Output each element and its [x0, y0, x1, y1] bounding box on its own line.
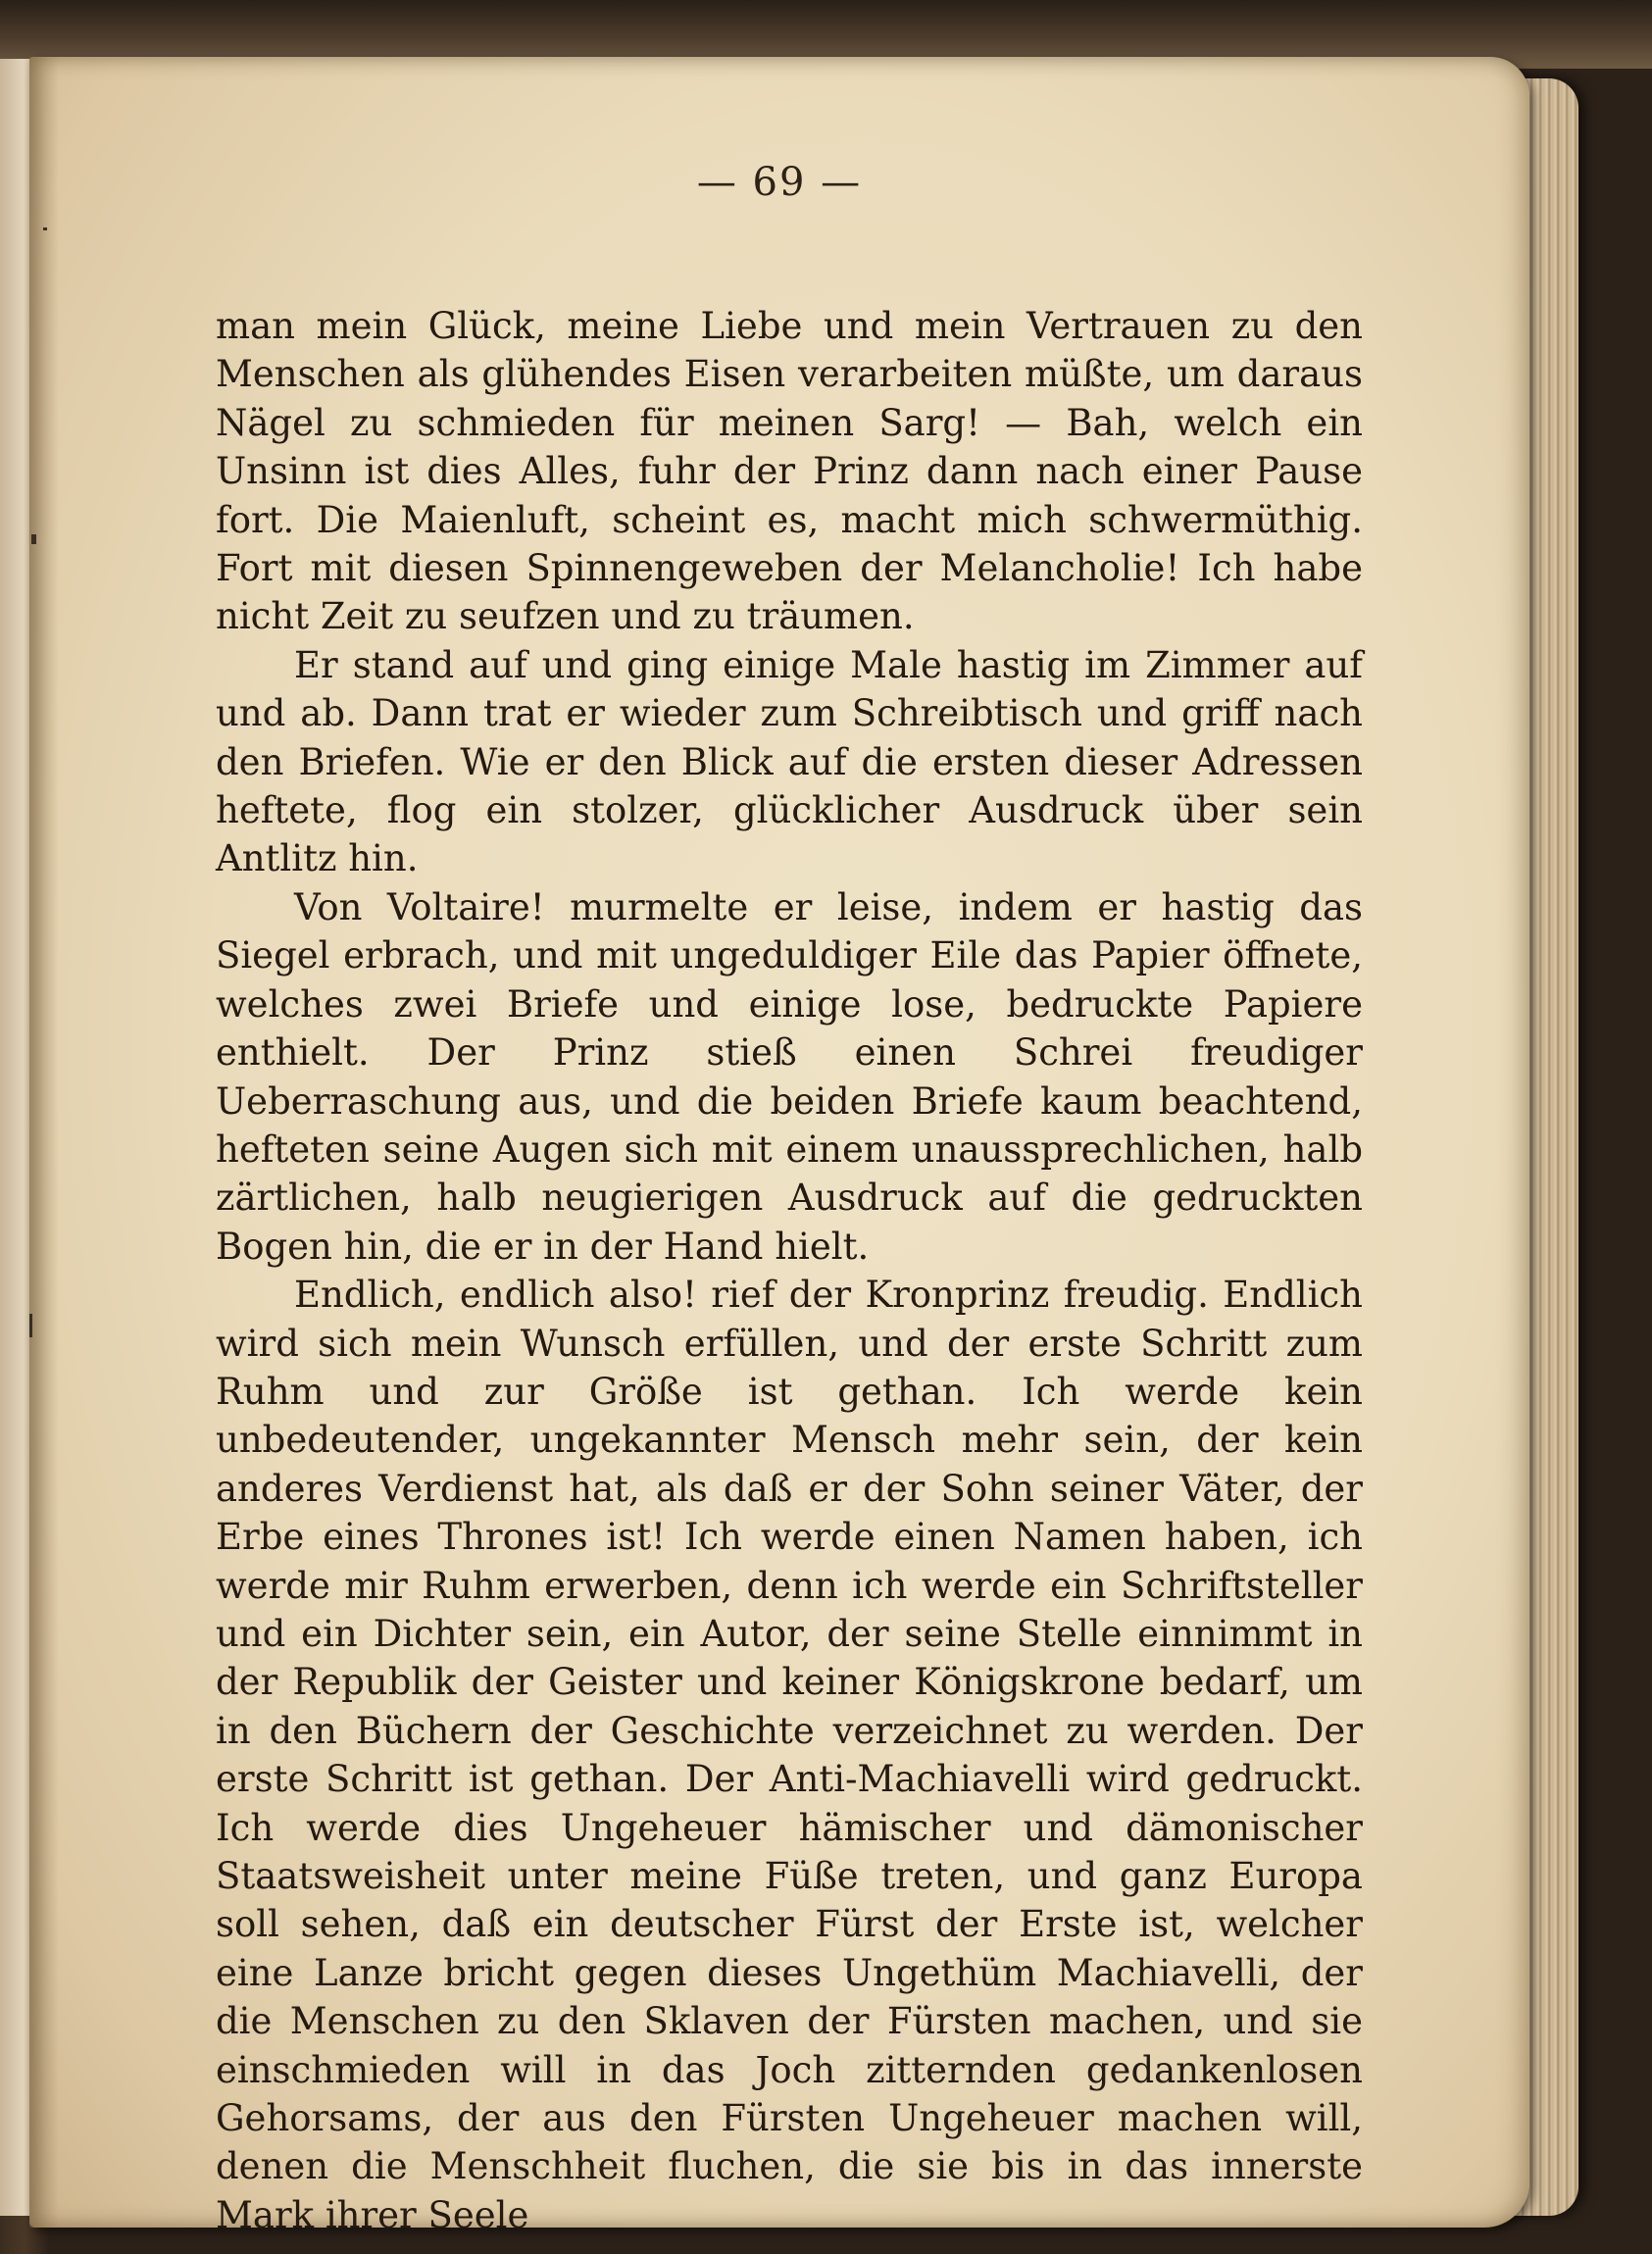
margin-mark — [43, 227, 47, 230]
paragraph-1: man mein Glück, meine Liebe und mein Vertrauen zu den Menschen als glühendes Eisen verarbeiten müßte, um daraus Nägel zu schmieden für meinen Sarg! — Bah, welch ein Unsinn ist dies Alles, fuhr der Prinz dann nach einer Pause fort. Die Maienluft, scheint es, macht mich schwermüthig. Fort mit diesen Spinnengeweben der Melancholie! Ich habe nicht Zeit zu seufzen und zu träumen. — [216, 305, 1363, 638]
body-text — [216, 302, 1363, 2239]
paragraph-4: Endlich, endlich also! rief der Kronprinz freudig. Endlich wird sich mein Wunsch erfüllen, und der erste Schritt zum Ruhm und zur Größe ist gethan. Ich werde kein unbedeutender, ungekannter Mensch mehr sein, der kein anderes Verdienst hat, als daß er der Sohn seiner Väter, der Erbe eines Thrones ist! Ich werde einen Namen haben, ich werde mir Ruhm erwerben, denn ich werde ein Schriftsteller und ein Dichter sein, ein Autor, der seine Stelle einnimmt in der Republik der Geister und keiner Königskrone bedarf, um in den Büchern der Geschichte verzeichnet zu werden. Der erste Schritt ist gethan. Der Anti-Machiavelli wird gedruckt. Ich werde dies Ungeheuer hämischer und dämonischer Staatsweisheit unter meine Füße treten, und ganz Europa soll sehen, daß ein deutscher Fürst der Erste ist, welcher eine Lanze bricht gegen dieses Ungethüm Machiavelli, der die Menschen zu den Sklaven der Fürsten machen, und sie einschmieden will in das Joch zitternden gedankenlosen Gehorsams, der aus den Fürsten Ungeheuer machen will, denen die Menschheit fluchen, die sie bis in das innerste Mark ihrer Seele — [216, 1274, 1363, 2236]
paragraph-2: Er stand auf und ging einige Male hastig im Zimmer auf und ab. Dann trat er wieder zum Schreibtisch und griff nach den Briefen. Wie er den Blick auf die ersten dieser Adressen heftete, flog ein stolzer, glücklicher Ausdruck über sein Antlitz hin. — [216, 643, 1363, 880]
page-number: — 69 — — [696, 160, 863, 205]
book-page — [29, 57, 1529, 2236]
margin-mark — [31, 534, 36, 544]
paragraph-3: Von Voltaire! murmelte er leise, indem er hastig das Siegel erbrach, und mit ungeduldiger Eile das Papier öffnete, welches zwei Briefe und einige lose, bedruckte Papiere enthielt. Der Prinz stieß einen Schrei freudiger Ueberraschung aus, und die beiden Briefe kaum beachtend, hefteten seine Augen sich mit einem unaussprechlichen, halb zärtlichen, halb neugierigen Ausdruck auf die gedruckten Bogen hin, die er in der Hand hielt. — [216, 885, 1363, 1268]
spine-shadow — [29, 57, 59, 2228]
margin-mark — [29, 1314, 32, 1337]
